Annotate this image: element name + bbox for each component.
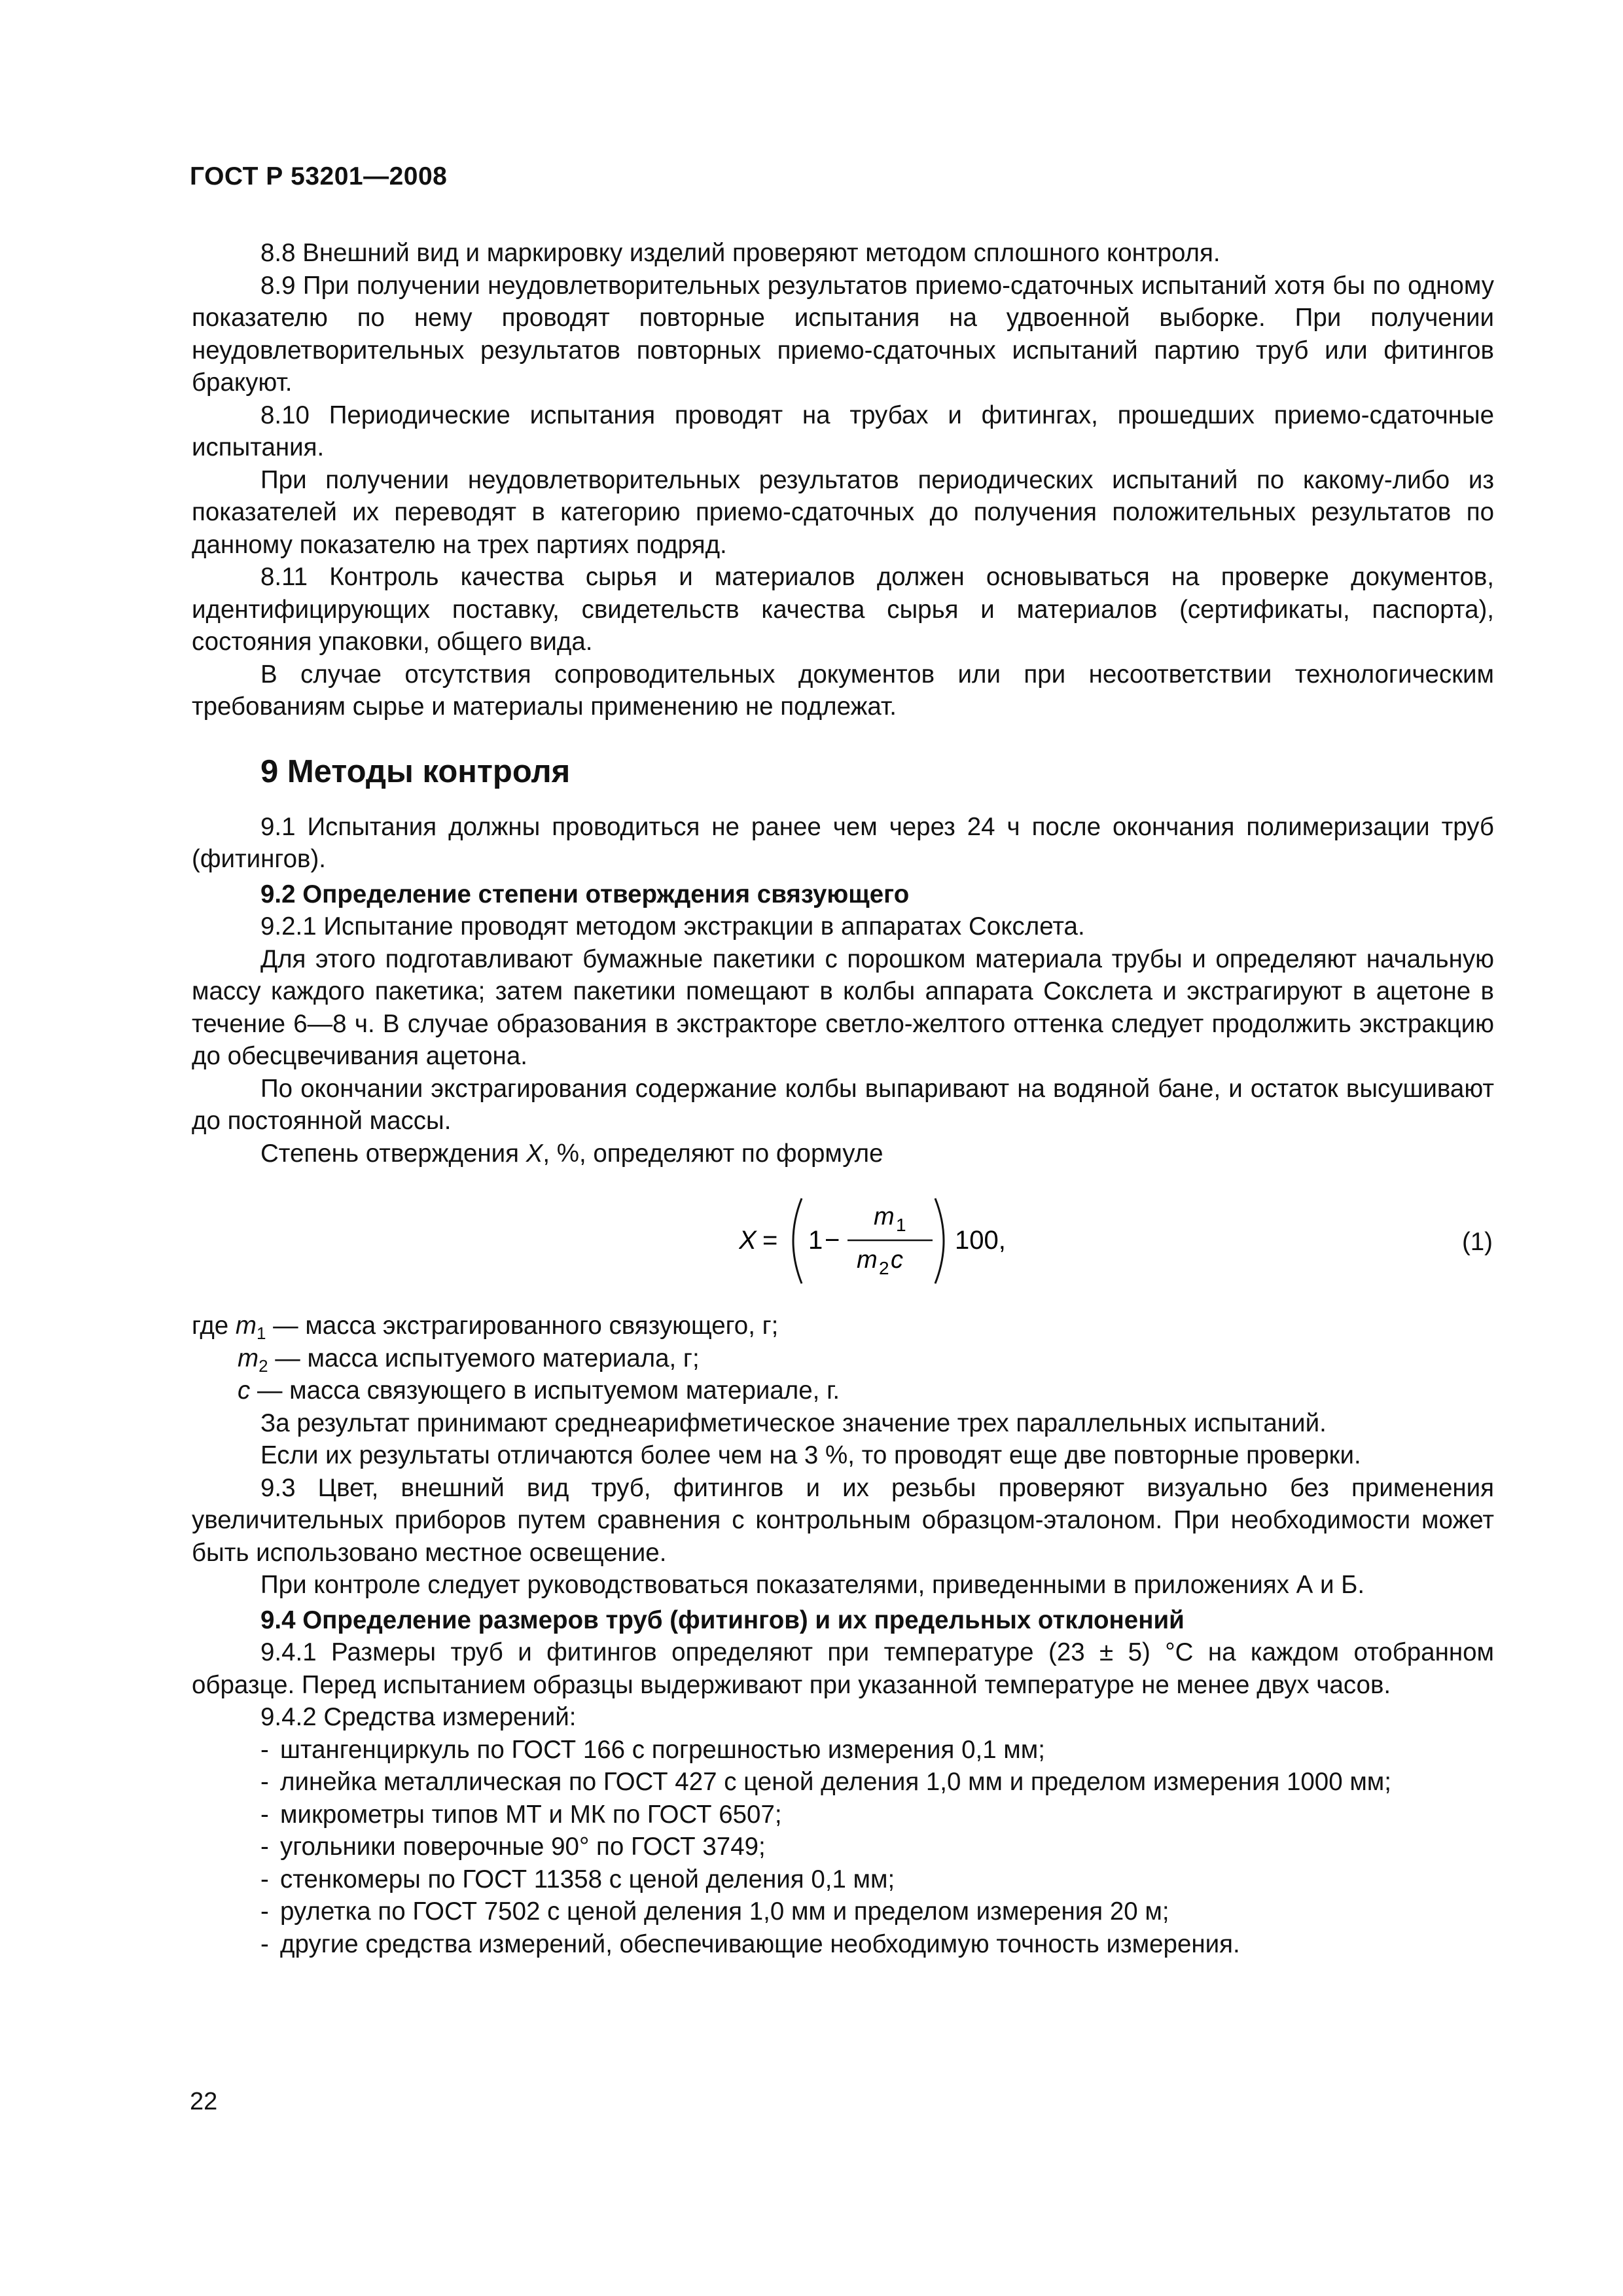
paragraph-9-3: 9.3 Цвет, внешний вид труб, фитингов и их резьбы проверяют визуально без применения увеличительных приборов путем сравнения с контрольным образцом-эталоном. При необходимости может быть использовано местное освещение. xyxy=(192,1473,1494,1567)
variable-x: X xyxy=(526,1139,543,1168)
paragraph-9-1: 9.1 Испытания должны проводиться не ранее чем через 24 ч после окончания полимеризации труб (фитингов). xyxy=(192,812,1494,873)
denominator-m: m xyxy=(857,1246,878,1274)
denominator-c: c xyxy=(891,1246,903,1274)
paragraph-8-10-continued: При получении неудовлетворительных результатов периодических испытаний по какому-либо из показателей их переводят в категорию приемо-сдаточных до получения положительных результатов по данному показателю на трех партиях подряд. xyxy=(192,465,1494,559)
paragraph-9-2-1-drying: По окончании экстрагирования содержание колбы выпаривают на водяной бане, и остаток высушивают до постоянной массы. xyxy=(192,1074,1494,1135)
subsection-9-2-heading: 9.2 Определение степени отверждения связующего xyxy=(260,880,910,908)
paragraph-8-10: 8.10 Периодические испытания проводят на трубах и фитингах, прошедших приемо-сдаточные испытания. xyxy=(192,401,1494,461)
page-number: 22 xyxy=(190,2088,218,2115)
list-item: - линейка металлическая по ГОСТ 427 с ценой деления 1,0 мм и пределом измерения 1000 мм; xyxy=(260,1768,1391,1796)
formula-block xyxy=(192,1192,1494,1290)
paragraph-result: За результат принимают среднеарифметическое значение трех параллельных испытаний. xyxy=(260,1408,1327,1437)
paragraph-9-4-1: 9.4.1 Размеры труб и фитингов определяют при температуре (23 ± 5) °С на каждом отобранном образце. Перед испытанием образцы выдерживают при указанной температуре не менее двух часов. xyxy=(192,1638,1494,1699)
paragraph-result-repeat: Если их результаты отличаются более чем на 3 %, то проводят еще две повторные проверки. xyxy=(260,1441,1361,1469)
denominator-subscript: 2 xyxy=(879,1258,889,1278)
where-line-m1: где $m_1$ — масса экстрагированного связующего, г; xyxy=(192,1312,779,1343)
paragraph-8-11-continued: В случае отсутствия сопроводительных документов или при несоответствии технологическим требованиям сырье и материалы применению не подлежат. xyxy=(192,660,1494,721)
formula-minus: − xyxy=(825,1226,840,1255)
formula-factor: 100, xyxy=(955,1226,1006,1255)
subsection-9-4-heading: 9.4 Определение размеров труб (фитингов) и их предельных отклонений xyxy=(260,1605,1185,1634)
where-line-m2: $m_2$ — масса испытуемого материала, г; xyxy=(238,1344,700,1376)
list-item: - микрометры типов МТ и МК по ГОСТ 6507; xyxy=(260,1800,782,1829)
formula-one: 1 xyxy=(808,1226,823,1255)
left-paren xyxy=(793,1198,802,1283)
numerator-subscript: 1 xyxy=(896,1215,906,1235)
formula-intro: Степень отверждения X, %, определяют по формуле xyxy=(260,1139,883,1168)
section-9-title: 9 Методы контроля xyxy=(260,753,571,789)
paragraph-9-2-1-method: Для этого подготавливают бумажные пакетики с порошком материала трубы и определяют начальную массу каждого пакетика; затем пакетики помещают в колбы аппарата Сокслета и экстрагируют в ацетоне в течение 6—8 ч. В случае образования в экстракторе светло-желтого оттенка следует продолжить экстракцию до обесцвечивания ацетона. xyxy=(192,944,1494,1070)
instruments-list xyxy=(192,1734,1494,1961)
document-body xyxy=(192,237,1494,1960)
numerator-m: m xyxy=(874,1203,895,1230)
right-paren xyxy=(935,1198,944,1283)
paragraph-8-9: 8.9 При получении неудовлетворительных результатов приемо-сдаточных испытаний хотя бы по одному показателю по нему проводят повторные испытания на удвоенной выборке. При получении неудовлетворительных результатов повторных приемо-сдаточных испытаний партию труб или фитингов бракуют. xyxy=(192,271,1494,397)
list-item: - другие средства измерений, обеспечивающие необходимую точность измерения. xyxy=(260,1929,1240,1958)
list-item: - рулетка по ГОСТ 7502 с ценой деления 1,0 мм и пределом измерения 20 м; xyxy=(260,1897,1169,1926)
paragraph-9-4-2: 9.4.2 Средства измерений: xyxy=(260,1703,577,1731)
list-item: - стенкомеры по ГОСТ 11358 с ценой деления 0,1 мм; xyxy=(260,1865,895,1893)
paragraph-8-11: 8.11 Контроль качества сырья и материалов должен основываться на проверке документов, идентифицирующих поставку, свидетельств качества сырья и материалов (сертификаты, паспорта), состояния упаковки, общего вида. xyxy=(192,563,1494,656)
list-item: - угольники поверочные 90° по ГОСТ 3749; xyxy=(260,1833,766,1861)
formula-equals: = xyxy=(762,1226,778,1255)
where-line-c: c — масса связующего в испытуемом материале, г. xyxy=(238,1376,840,1405)
formula-1 xyxy=(739,1192,1027,1290)
paragraph-8-8: 8.8 Внешний вид и маркировку изделий проверяют методом сплошного контроля. xyxy=(260,239,1221,267)
formula-lhs: X xyxy=(739,1226,757,1255)
paragraph-9-2-1: 9.2.1 Испытание проводят методом экстракции в аппаратах Сокслета. xyxy=(260,912,1085,941)
paragraph-9-3-continued: При контроле следует руководствоваться показателями, приведенными в приложениях А и Б. xyxy=(260,1571,1365,1599)
page-header: ГОСТ Р 53201—2008 xyxy=(190,162,448,190)
list-item: - штангенциркуль по ГОСТ 166 с погрешностью измерения 0,1 мм; xyxy=(260,1735,1045,1764)
formula-number: (1) xyxy=(1461,1228,1493,1256)
